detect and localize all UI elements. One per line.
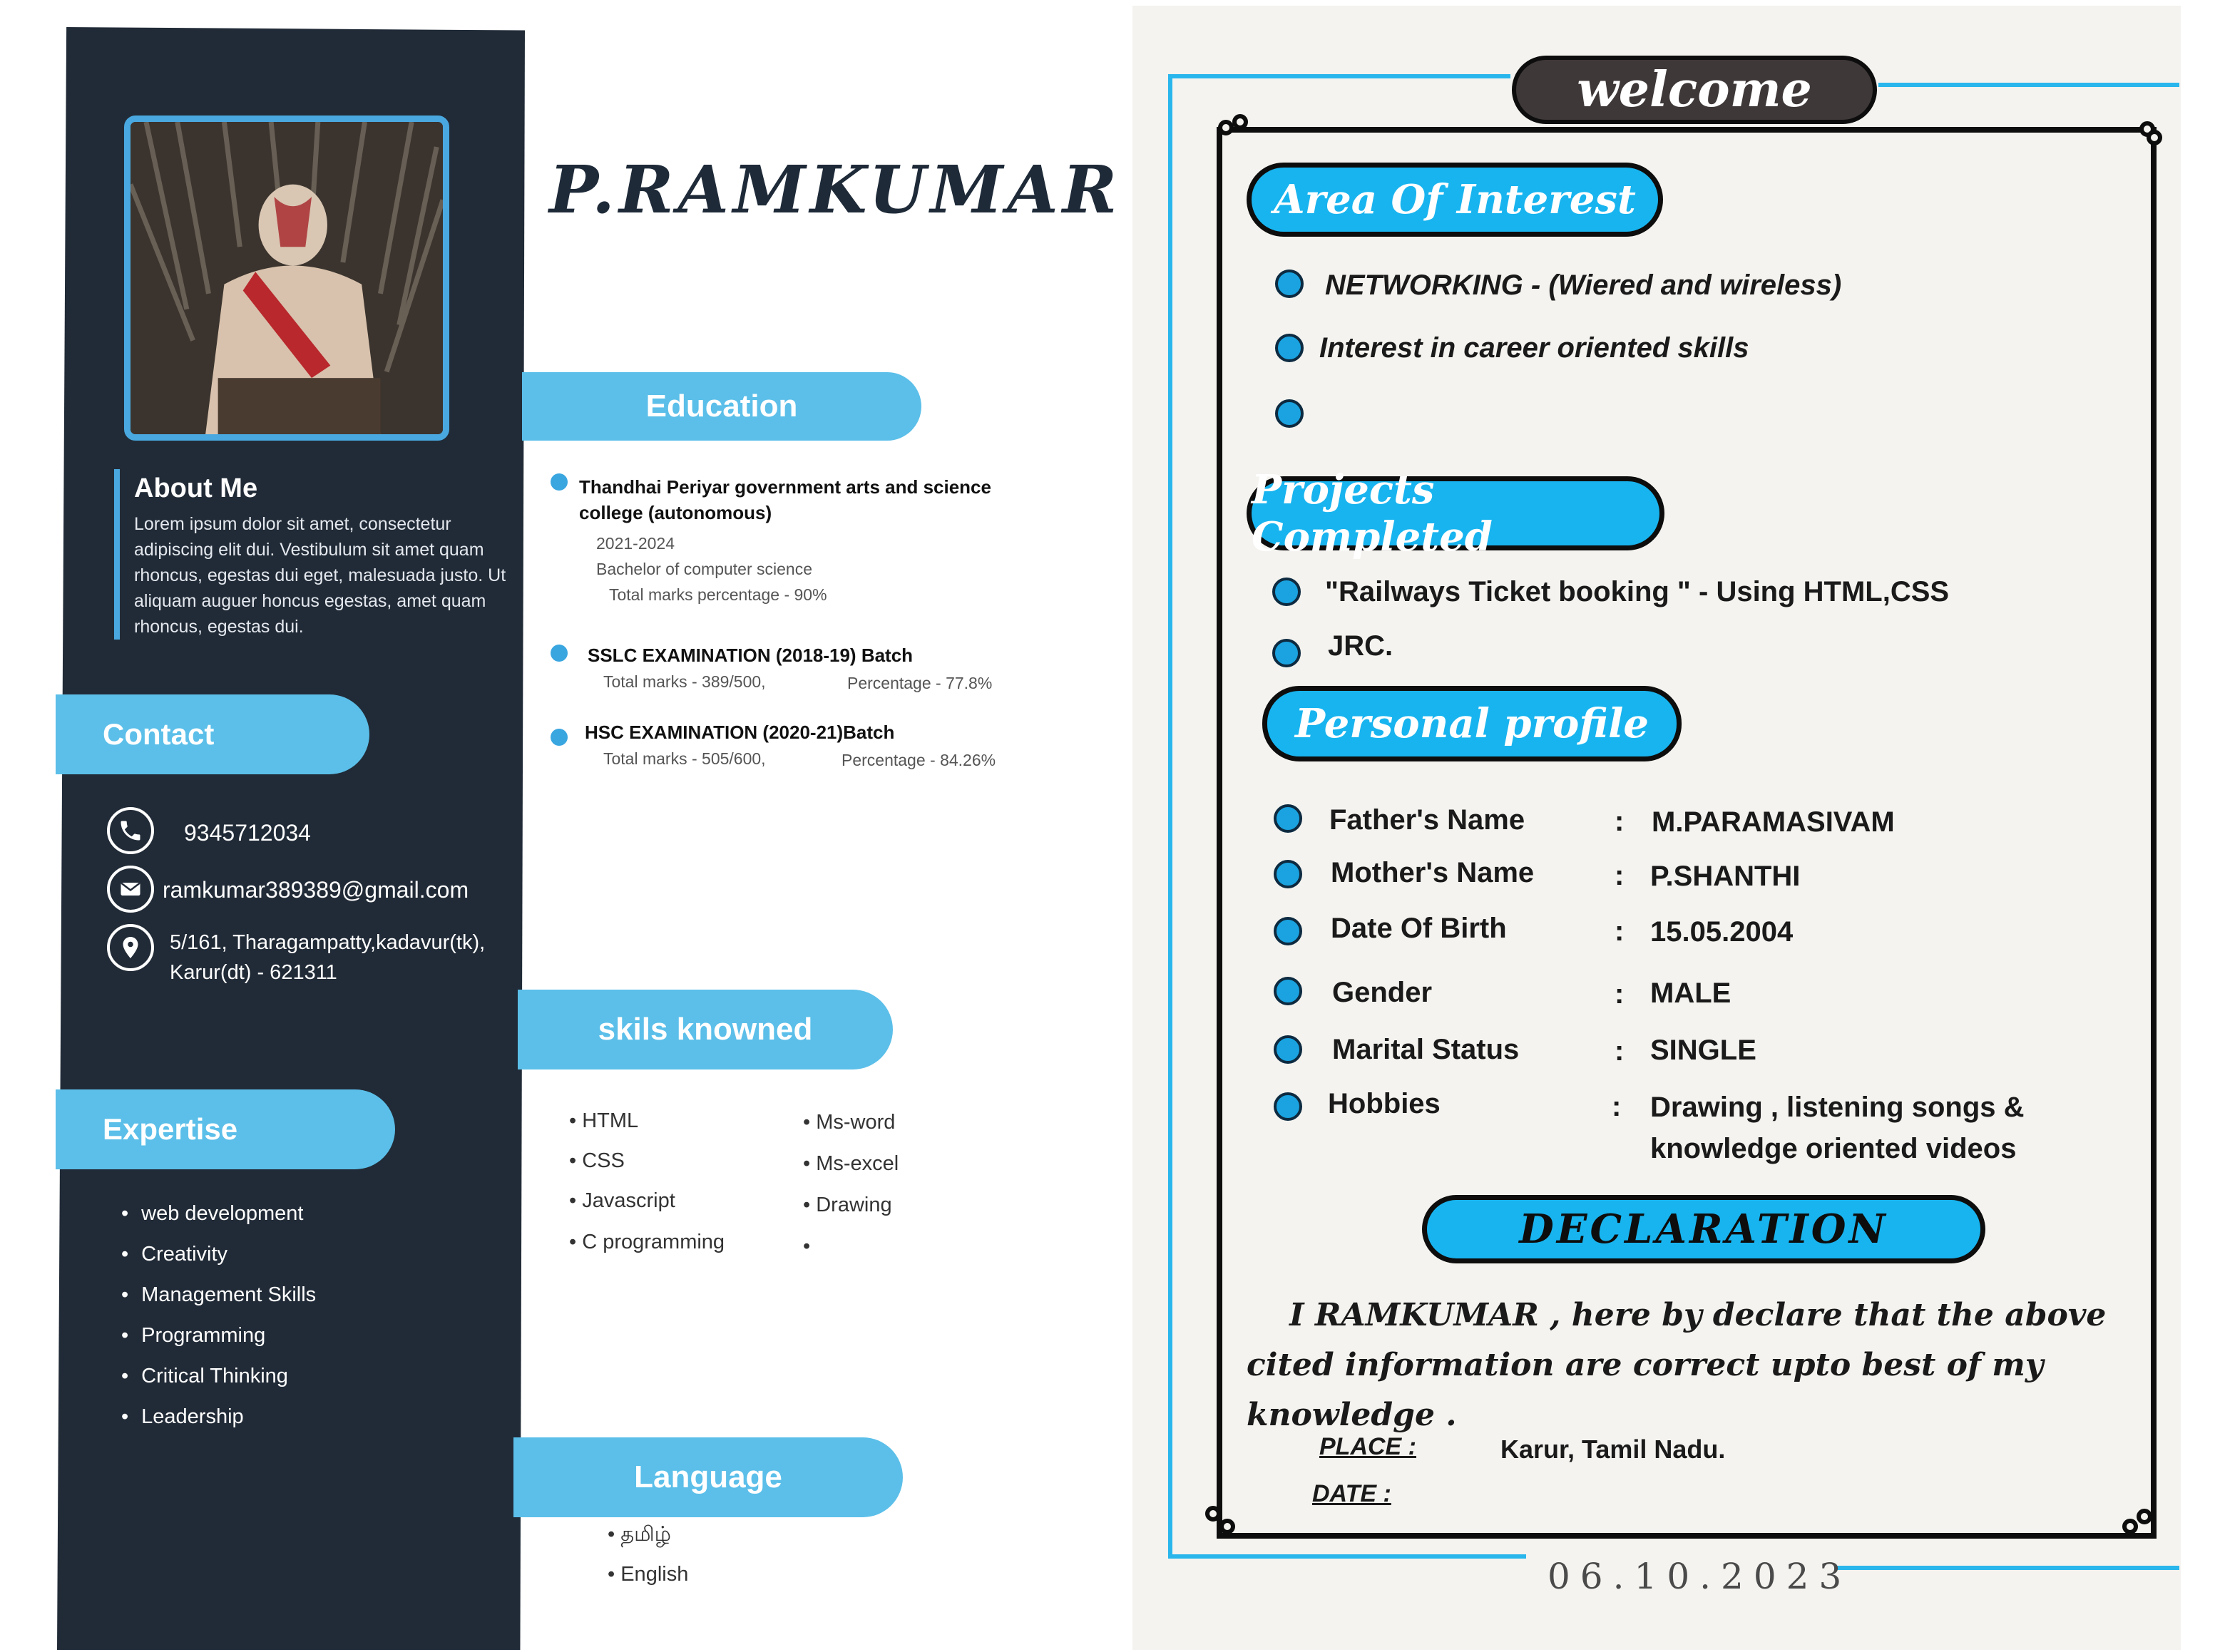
frame-corner-icon xyxy=(1232,114,1248,130)
bullet-icon xyxy=(1275,334,1304,362)
divider xyxy=(1878,83,2179,87)
expertise-list xyxy=(121,1199,316,1443)
bullet-icon xyxy=(1274,860,1302,888)
skills-heading: skils knowned xyxy=(518,990,893,1069)
frame-corner-icon xyxy=(1219,1519,1235,1534)
contact-email[interactable]: ramkumar389389@gmail.com xyxy=(163,877,469,903)
profile-colon: : xyxy=(1615,915,1625,947)
declaration-text: I RAMKUMAR , here by declare that the above cited information are correct upto best of my knowledge . xyxy=(1247,1297,2107,1433)
bullet-icon xyxy=(551,729,568,746)
date-footer: 06.10.2023 xyxy=(1548,1556,1852,1597)
skill-item: • Drawing xyxy=(803,1194,892,1216)
frame-corner-icon xyxy=(2137,1509,2152,1524)
contact-phone[interactable]: 9345712034 xyxy=(184,820,311,846)
page-title: P.RAMKUMAR xyxy=(549,151,1122,228)
frame-corner-icon xyxy=(1218,120,1234,135)
list-item: • Programming xyxy=(121,1321,316,1362)
bullet-icon xyxy=(1275,399,1304,428)
contact-address-line2: Karur(dt) - 621311 xyxy=(170,961,337,984)
divider xyxy=(1168,1554,1526,1559)
education-degree: Bachelor of computer science xyxy=(596,560,812,578)
declaration-heading: DECLARATION xyxy=(1422,1195,1985,1263)
project-item: JRC. xyxy=(1328,630,1393,662)
education-entry xyxy=(579,475,1035,526)
profile-label: Date Of Birth xyxy=(1331,913,1507,944)
place-value: Karur, Tamil Nadu. xyxy=(1500,1435,1726,1464)
profile-label: Father's Name xyxy=(1329,804,1525,836)
bullet-icon xyxy=(1274,917,1302,945)
profile-value-line2: knowledge oriented videos xyxy=(1650,1133,2017,1164)
date-label: DATE : xyxy=(1312,1480,1391,1507)
divider xyxy=(1834,1566,2179,1570)
bullet-icon xyxy=(551,473,568,491)
project-item: "Railways Ticket booking " - Using HTML,CSS xyxy=(1325,576,1950,607)
profile-photo xyxy=(124,116,449,441)
language-item: • தமிழ் xyxy=(608,1523,671,1546)
profile-label: Gender xyxy=(1332,977,1433,1008)
language-heading: Language xyxy=(513,1437,903,1517)
contact-address-line1: 5/161, Tharagampatty,kadavur(tk), xyxy=(170,931,486,954)
bullet-icon xyxy=(1274,1035,1302,1064)
list-item: • Creativity xyxy=(121,1240,316,1281)
education-school-line1: Thandhai Periyar government arts and science xyxy=(579,476,991,498)
profile-heading: Personal profile xyxy=(1262,686,1682,761)
profile-value: M.PARAMASIVAM xyxy=(1652,806,1895,838)
profile-label: Marital Status xyxy=(1332,1034,1520,1065)
education-marks: Total marks percentage - 90% xyxy=(609,585,827,604)
list-item: • web development xyxy=(121,1199,316,1240)
profile-value: 15.05.2004 xyxy=(1650,916,1794,948)
location-icon xyxy=(107,924,154,971)
sslc-marks: Total marks - 389/500, xyxy=(603,672,766,691)
interest-item: Interest in career oriented skills xyxy=(1319,332,1749,364)
list-item: • Leadership xyxy=(121,1402,316,1443)
expertise-heading: Expertise xyxy=(56,1089,395,1169)
contact-heading: Contact xyxy=(56,694,369,774)
interest-item: NETWORKING - (Wiered and wireless) xyxy=(1325,270,1842,301)
hsc-marks: Total marks - 505/600, xyxy=(603,749,766,768)
email-icon xyxy=(107,866,154,913)
profile-label: Hobbies xyxy=(1328,1088,1441,1119)
skill-item: • Ms-excel xyxy=(803,1152,899,1175)
bullet-icon xyxy=(1275,270,1304,298)
about-text: Lorem ipsum dolor sit amet, consectetur adipiscing elit dui. Vestibulum sit amet quam rhoncus, egestas dui eget, malesuada justo. Ut aliquam auguer honcus egestas, amet quam rhoncus, egestas dui. xyxy=(134,514,506,637)
place-label: PLACE : xyxy=(1319,1433,1416,1460)
bullet-icon xyxy=(1274,977,1302,1005)
interest-heading: Area Of Interest xyxy=(1247,163,1663,237)
hsc-percentage: Percentage - 84.26% xyxy=(842,751,996,769)
skill-item: • C programming xyxy=(569,1231,725,1253)
skill-item: • Javascript xyxy=(569,1189,675,1212)
phone-icon xyxy=(107,807,154,854)
education-school-line2: college (autonomous) xyxy=(579,502,772,523)
welcome-banner: welcome xyxy=(1512,56,1877,124)
skill-item: • xyxy=(803,1235,811,1258)
profile-label: Mother's Name xyxy=(1331,857,1535,888)
profile-value: Drawing , listening songs & xyxy=(1650,1092,2025,1123)
sslc-percentage: Percentage - 77.8% xyxy=(847,674,993,692)
education-years: 2021-2024 xyxy=(596,534,675,553)
profile-value: P.SHANTHI xyxy=(1650,861,1801,892)
frame-corner-icon xyxy=(2147,130,2162,145)
sslc-title: SSLC EXAMINATION (2018-19) Batch xyxy=(588,645,914,666)
profile-colon: : xyxy=(1612,1091,1622,1122)
list-item: • Critical Thinking xyxy=(121,1362,316,1402)
skill-item: • CSS xyxy=(569,1149,625,1172)
bullet-icon xyxy=(1274,1092,1302,1121)
profile-colon: : xyxy=(1615,978,1625,1010)
about-title: About Me xyxy=(134,473,258,503)
skill-item: • Ms-word xyxy=(803,1111,896,1134)
about-section xyxy=(114,469,533,640)
education-heading: Education xyxy=(522,372,921,441)
profile-colon: : xyxy=(1615,860,1625,891)
projects-heading: Projects Completed xyxy=(1247,476,1664,550)
hsc-title: HSC EXAMINATION (2020-21)Batch xyxy=(585,722,895,743)
bullet-icon xyxy=(1272,578,1301,606)
frame-corner-icon xyxy=(1205,1506,1221,1522)
language-item: • English xyxy=(608,1563,689,1586)
profile-colon: : xyxy=(1615,806,1625,837)
bullet-icon xyxy=(1274,804,1302,833)
profile-colon: : xyxy=(1615,1035,1625,1067)
divider xyxy=(1168,74,1510,78)
bullet-icon xyxy=(1272,639,1301,667)
profile-value: SINGLE xyxy=(1650,1035,1756,1066)
divider xyxy=(1168,74,1172,1557)
bullet-icon xyxy=(551,645,568,662)
profile-value: MALE xyxy=(1650,978,1731,1009)
skill-item: • HTML xyxy=(569,1109,639,1132)
frame-corner-icon xyxy=(2122,1519,2138,1534)
list-item: • Management Skills xyxy=(121,1281,316,1321)
